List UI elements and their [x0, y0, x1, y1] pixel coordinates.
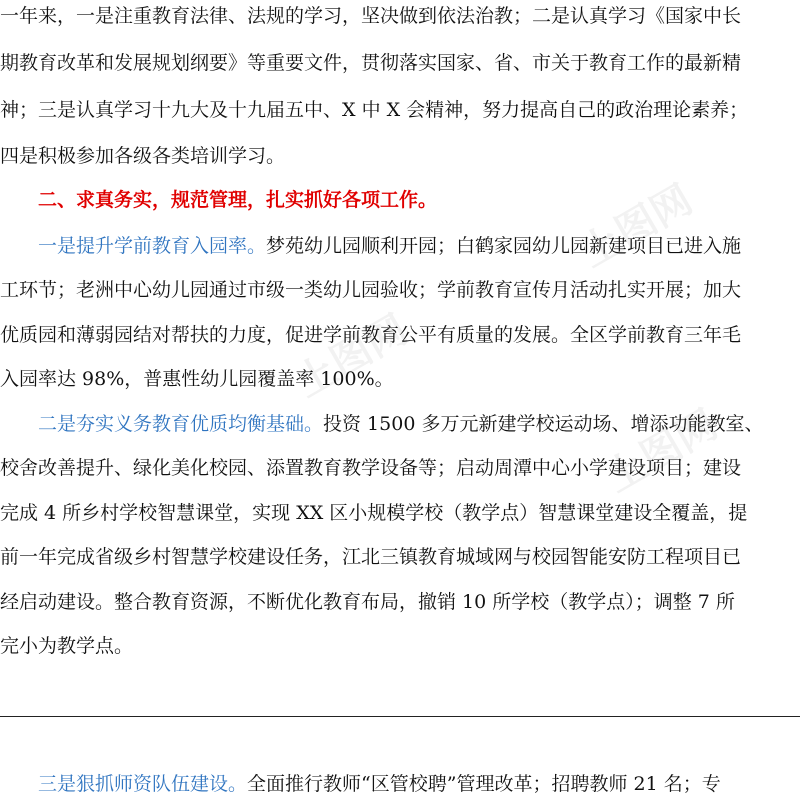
item3-line-1 [38, 770, 800, 798]
item2-line1-text: 投资 1500 多万元新建学校运动场、增添功能教室、 [323, 413, 764, 435]
item2-line-6: 完小为教学点。 [0, 635, 134, 657]
item2-line-2: 校舍改善提升、绿化美化校园、添置教育教学设备等；启动周潭中心小学建设项目；建设 [0, 457, 742, 479]
item2-line-3: 完成 4 所乡村学校智慧课堂，实现 XX 区小规模学校（教学点）智慧课堂建设全覆盖，提 [0, 502, 748, 524]
item1-line-4: 入园率达 98%，普惠性幼儿园覆盖率 100%。 [0, 368, 394, 390]
item2-lead: 二是夯实义务教育优质均衡基础。 [38, 413, 324, 435]
item3-line1-text: 全面推行教师“区管校聘”管理改革；招聘教师 21 名；专 [247, 773, 721, 795]
watermark-logo: 上图网 [288, 306, 416, 407]
item1-line1-text: 梦苑幼儿园顺利开园；白鹤家园幼儿园新建项目已进入施 [266, 235, 742, 257]
watermark-logo: 上图网 [598, 401, 726, 502]
item1-line-1 [38, 232, 800, 260]
item2-line-5: 经启动建设。整合教育资源，不断优化教育布局，撤销 10 所学校（教学点）；调整 7 所 [0, 591, 735, 613]
item1-line-2: 工环节；老洲中心幼儿园通过市级一类幼儿园验收；学前教育宣传月活动扎实开展；加大 [0, 279, 742, 301]
item2-line-1 [38, 410, 800, 438]
intro-line-2: 期教育改革和发展规划纲要》等重要文件，贯彻落实国家、省、市关于教育工作的最新精 [0, 52, 742, 74]
item1-line-3: 优质园和薄弱园结对帮扶的力度，促进学前教育公平有质量的发展。全区学前教育三年毛 [0, 324, 742, 346]
intro-line-4: 四是积极参加各级各类培训学习。 [0, 145, 286, 167]
item3-lead: 三是狠抓师资队伍建设。 [38, 773, 248, 795]
watermark-logo: 上图网 [573, 176, 701, 277]
section-heading: 二、求真务实，规范管理，扎实抓好各项工作。 [38, 189, 438, 211]
intro-line-1: 一年来，一是注重教育法律、法规的学习，坚决做到依法治教；二是认真学习《国家中长 [0, 5, 742, 27]
item2-line-4: 前一年完成省级乡村智慧学校建设任务，江北三镇教育城域网与校园智能安防工程项目已 [0, 546, 742, 568]
item1-lead: 一是提升学前教育入园率。 [38, 235, 267, 257]
page-break-divider [0, 716, 800, 717]
intro-line-3: 神；三是认真学习十九大及十九届五中、X 中 X 会精神，努力提高自己的政治理论素养； [0, 99, 749, 121]
